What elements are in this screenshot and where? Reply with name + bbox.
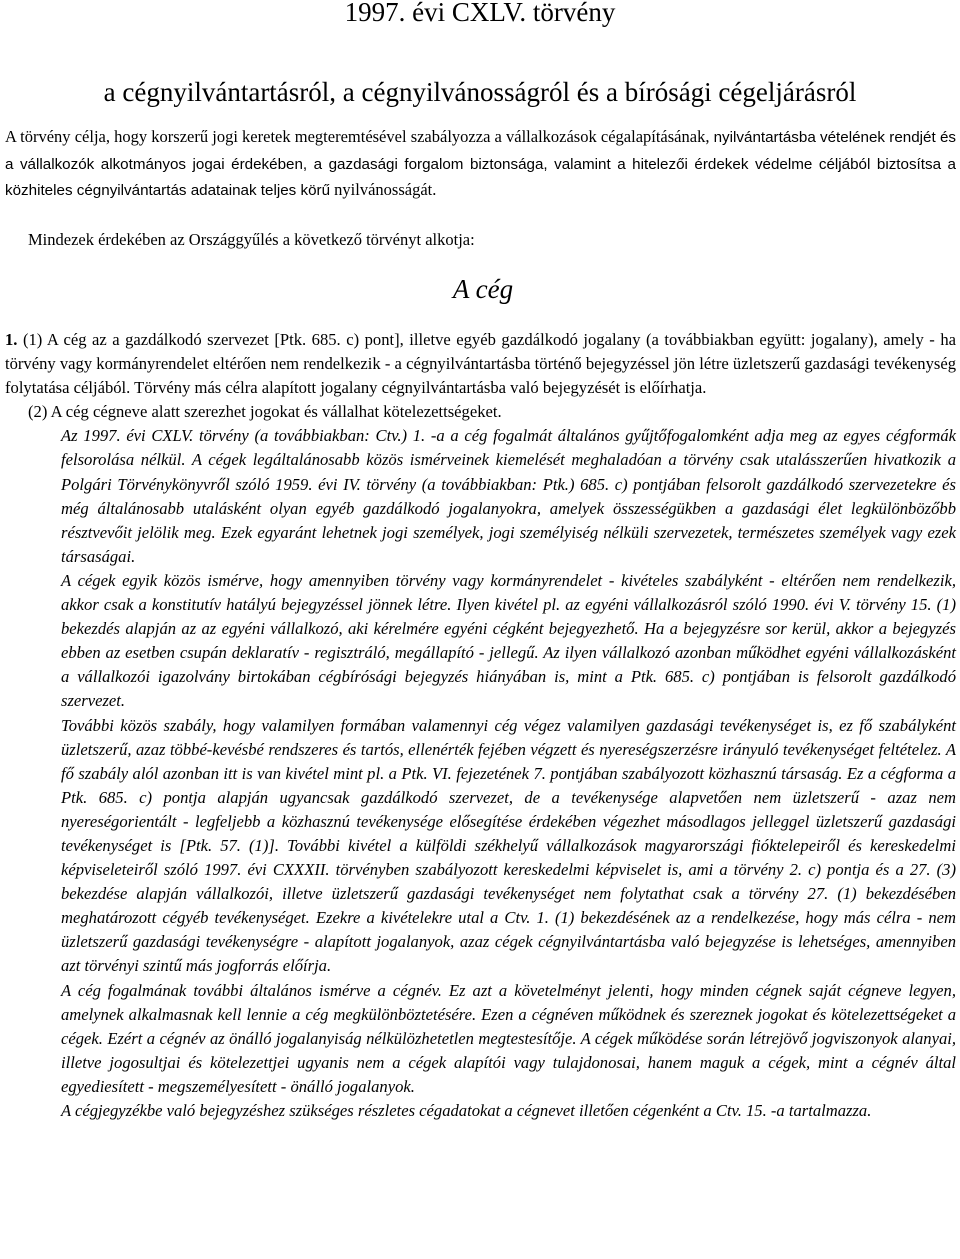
section-title [0, 271, 960, 307]
commentary-2: A cégek egyik közös ismérve, hogy amennyiben törvény vagy kormányrendelet - kivételes szabályként - eltérően nem rendelkezik, akkor csak a konstitutív hatályú bejegyzéssel jönnek létre. Ilyen kivétel pl. az egyéni vállalkozásról szóló 1990. évi V. törvény 15. (1) bekezdés alapján az az egyéni vállalkozó, aki kérelmére egyéni cégként bejegyezhető. Ha a bejegyzésre sor kerül, akkor a bejegyzés ebben az esetben csupán deklaratív - regisztráló, megállapító - jellegű. Az ilyen vállalkozó azonban működhet egyéni vállalkozásként a vállalkozói igazolvány birtokában cégbírósági bejegyzés hiányában is, mint a Ptk. 685. c) pontjában is felsorolt gazdálkodó szervezet. [61, 570, 956, 711]
intro-text-2: nyilvántartásba vételének rendjét és a vállalkozók alkotmányos jogai érdekében, a gazdasági forgalom biztonsága, valamint a hitelezői érdekek védelme céljából biztosítsa a közhiteles cégnyilvántartás adatainak teljes körű [5, 129, 956, 199]
intro-text-3: nyilvánosságát. [330, 180, 437, 199]
commentary-5: A cégjegyzékbe való bejegyzéshez szükséges részletes cégadatokat a cégnevet illetően cégenként a Ctv. 15. -a tartalmazza. [61, 1101, 872, 1120]
document-body [5, 328, 956, 1123]
commentary-4: A cég fogalmának további általános ismérve a cégnév. Ez azt a követelményt jelenti, hogy minden cégnek saját cégneve legyen, amelynek alkalmasnak kell lennie a cég megkülönböztetésére. Ezen a cégnéven működnek és szereznek jogokat és kötelezettségeket a cégek. Ezért a cégnév az önálló jogalanyiság nélkülözhetetlen megtestesítője. A cégek működése során létrejövő jogviszonyok alanyai, illetve jogosultjai és kötelezettjei ugyanis nem a cégek alapítói vagy tulajdonosai, hanem maguk a cégek, mint a cégnév által egyediesített - megszemélyesített - önálló jogalanyok. [61, 980, 956, 1096]
intro-text-1: A törvény célja, hogy korszerű jogi keretek megteremtésével szabályozza a vállalkozások cégalapításának, [5, 127, 714, 146]
paragraph-1 [5, 328, 956, 400]
paragraph-1-text: (1) A cég az a gazdálkodó szervezet [Ptk. 685. c) pont], illetve egyéb gazdálkodó jogalany (a továbbiakban együtt: jogalany), amely - ha törvény vagy kormányrendelet eltérően nem rendelkezik - a cégnyilvántartásba történő bejegyzéssel jön létre üzletszerű gazdasági tevékenység folytatása céljából. Törvény más célra alapított jogalany cégnyilvántartásba való bejegyzését is előírhatja. [5, 330, 956, 398]
commentary-3: További közös szabály, hogy valamilyen formában valamennyi cég végez valamilyen gazdasági tevékenységet is, ez fő szabályként üzletszerű, azaz többé-kevésbé rendszeres és tartós, ellenérték fejében végzett és nyereségszerzésre irányuló tevékenységet feltételez. A fő szabály alól azonban itt is van kivétel mint pl. a Ptk. VI. fejezetének 7. pontjában szabályozott közhasznú társaság. Ez a cégforma a Ptk. 685. c) pontja alapján ugyancsak gazdálkodó szervezet, de a tevékenysége alapvetően nem üzletszerű - azaz nem nyereségorientált - legfeljebb a közhasznú tevékenysége elősegítése érdekében végezhet másodlagos jelleggel üzletszerű gazdasági tevékenységet is [Ptk. 57. (1)]. További kivétel a külföldi székhelyű vállalkozások magyarországi fióktelepeiről és kereskedelmi képviseleteiről szóló 1997. évi CXXXII. törvényben szabályozott kereskedelmi képviselet is, ami a törvény 2. c) pontja és a 27. (3) bekezdése alapján vállalkozói, illetve üzletszerű gazdasági tevékenységet nem folytathat csak a törvény 27. (1) bekezdésében meghatározott cégyéb tevékenységet. Ezekre a kivételekre utal a Ctv. 1. (1) bekezdésének az a rendelkezése, hogy más célra - nem üzletszerű gazdasági tevékenységre - alapított jogalanyok, azaz cégek cégnyilvántartásba való bejegyzése is lehetséges, amennyiben azt törvényi szintű más jogforrás előírja. [61, 715, 956, 976]
paragraph-2: (2) A cég cégneve alatt szerezhet jogokat és vállalhat kötelezettségeket. [28, 402, 502, 422]
document-title: 1997. évi CXLV. törvény [344, 0, 616, 27]
intro-paragraph [5, 124, 956, 204]
paragraph-number: 1. [5, 330, 18, 349]
enactment-clause: Mindezek érdekében az Országgyűlés a következő törvényt alkotja: [28, 230, 475, 249]
commentary-1: Az 1997. évi CXLV. törvény (a továbbiakban: Ctv.) 1. -a a cég fogalmát általános gyűjtőfogalomként adja meg az egyes cégformák felsorolása nélkül. A cégek legáltalánosabb közös ismérveinek kiemelését meghaladóan a törvény csak utalásszerűen hivatkozik a Polgári Törvénykönyvről szóló 1959. évi IV. törvény (a továbbiakban: Ptk.) 685. c) pontjában felsorolt gazdálkodó szervezetekre és még általánosabb utalásként olyan egyéb gazdálkodó jogalanyokra, amelyek összességükben a gazdasági élet legkülönbözőbb résztvevőit jelölik meg. Ezek egyaránt lehetnek jogi személyek, jogi személyiség nélküli szervezetek, természetes személyek vagy ezek társaságai. [61, 426, 956, 566]
document-subtitle: a cégnyilvántartásról, a cégnyilvánosságról és a bírósági cégeljárásról [103, 77, 857, 107]
section-title-text: A cég [452, 274, 514, 304]
